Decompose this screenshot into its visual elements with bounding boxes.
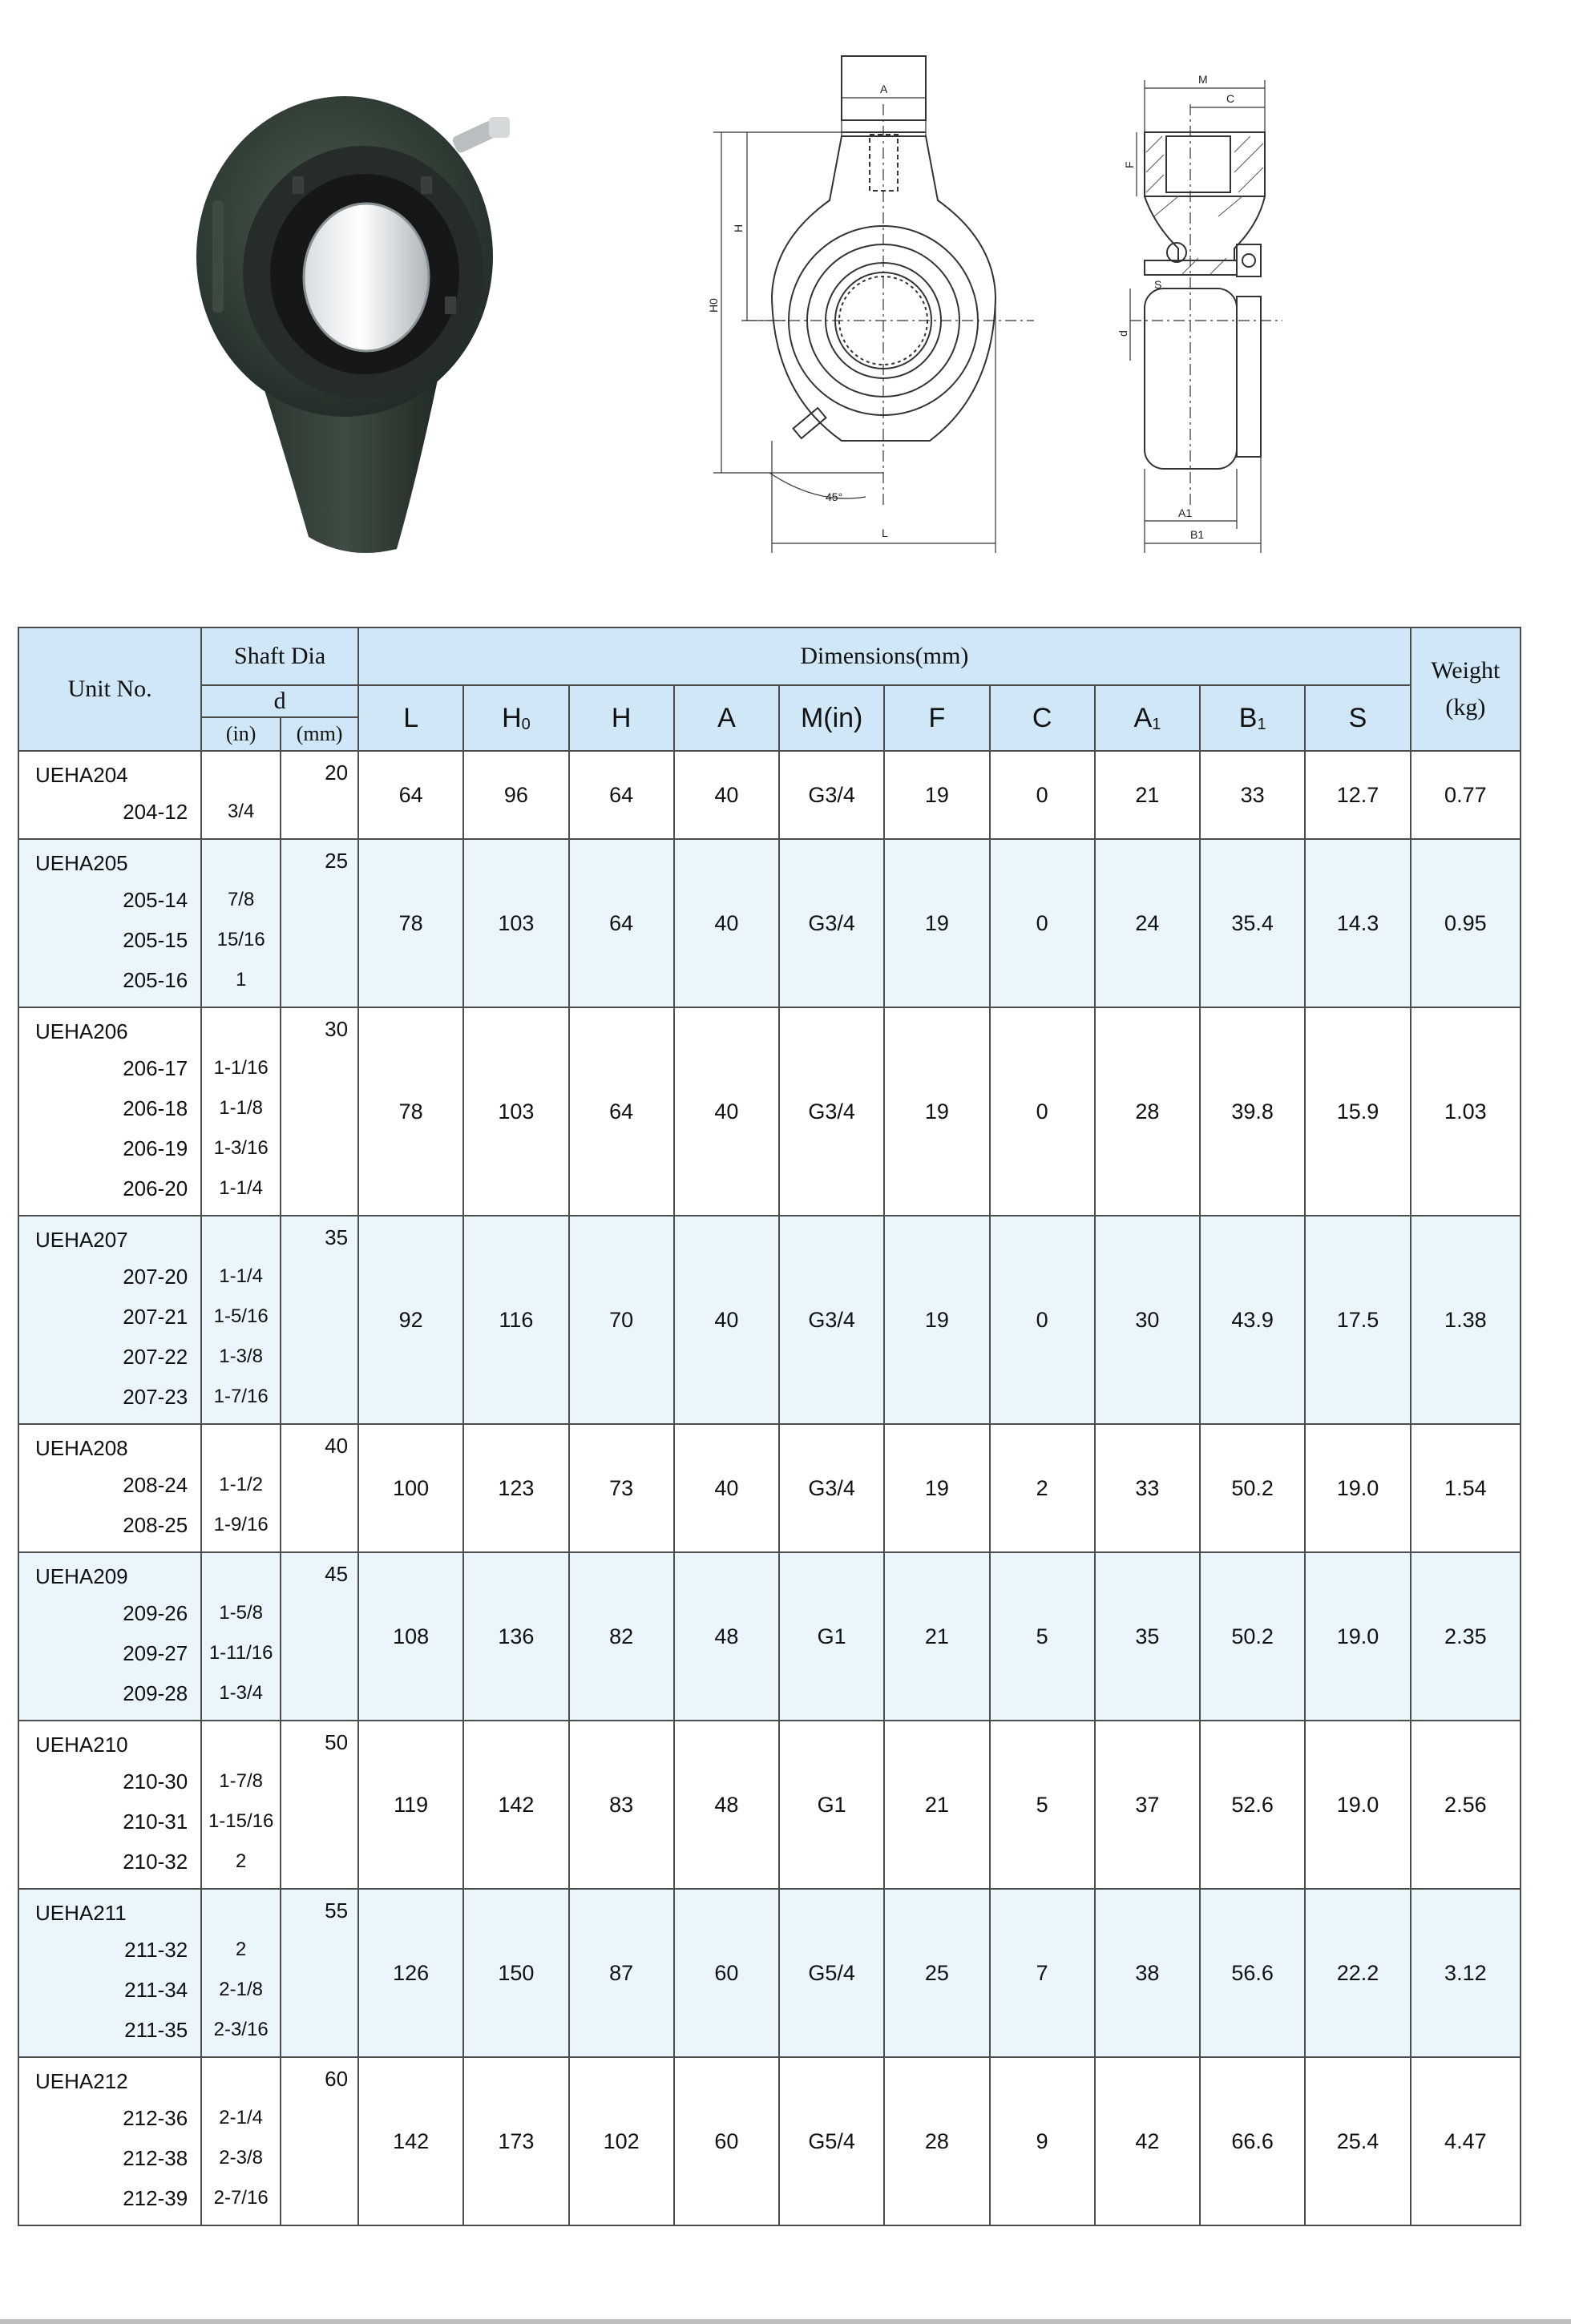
unit-sub-no: 212-39 [123,2186,188,2210]
dim-a-value: 40 [674,751,779,839]
table-row [18,1721,1521,1889]
table-row [18,751,1521,839]
dim-f-value: 28 [884,2057,989,2225]
dim-label-l: L [882,527,888,539]
dim-b1-value: 50.2 [1200,1424,1305,1552]
header-col-s [1305,685,1410,751]
header-unit-no: Unit No. [18,627,201,751]
dim-h0-value: 103 [463,1007,568,1216]
unit-no-cell [18,1216,201,1424]
dim-a-value: 60 [674,2057,779,2225]
shaft-mm-value: 55 [281,1889,358,2057]
header-mm: (mm) [281,717,358,751]
unit-sub-no: 207-22 [123,1345,188,1369]
dim-label-h: H [732,224,745,232]
dim-a1-value: 24 [1095,839,1200,1007]
dim-f-value: 19 [884,839,989,1007]
dim-b1-value: 66.6 [1200,2057,1305,2225]
shaft-in-cell [201,1721,281,1889]
dim-a-value: 60 [674,1889,779,2057]
table-row [18,2057,1521,2225]
dim-h0-value: 116 [463,1216,568,1424]
header-col-h0-sub: 0 [521,715,531,733]
dim-h-value: 83 [569,1721,674,1889]
shaft-in-value: 2-1/4 [219,2107,263,2128]
dim-l-value: 78 [358,1007,463,1216]
table-row [18,1424,1521,1552]
dim-b1-value: 52.6 [1200,1721,1305,1889]
unit-sub-no: 207-23 [123,1385,188,1409]
weight-value: 2.56 [1411,1721,1521,1889]
dim-l-value: 92 [358,1216,463,1424]
dim-f-value: 19 [884,1424,989,1552]
shaft-in-value: 1-1/4 [219,1265,263,1287]
dim-m-value: G3/4 [779,751,884,839]
dim-l-value: 108 [358,1552,463,1721]
header-col-c [990,685,1095,751]
unit-sub-no: 206-18 [123,1096,188,1120]
dim-s-value: 19.0 [1305,1721,1410,1889]
header-col-f [884,685,989,751]
weight-value: 1.03 [1411,1007,1521,1216]
dim-l-value: 142 [358,2057,463,2225]
shaft-in-value: 1-3/16 [213,1137,269,1159]
dim-h-value: 87 [569,1889,674,2057]
dim-m-value: G3/4 [779,1424,884,1552]
dim-b1-value: 50.2 [1200,1552,1305,1721]
shaft-in-value: 1-5/16 [213,1305,269,1327]
shaft-in-cell [201,1216,281,1424]
dim-c-value: 9 [990,2057,1095,2225]
shaft-mm-value: 40 [281,1424,358,1552]
dim-h-value: 102 [569,2057,674,2225]
unit-sub-no: 205-14 [123,888,188,912]
dim-a1-value: 21 [1095,751,1200,839]
dim-h0-value: 173 [463,2057,568,2225]
unit-no: UEHA211 [35,1901,127,1925]
unit-sub-no: 211-32 [124,1938,188,1962]
dim-s-value: 15.9 [1305,1007,1410,1216]
table-row [18,1889,1521,2057]
shaft-in-value: 1-11/16 [208,1642,273,1664]
shaft-in-value: 1-1/2 [219,1474,263,1495]
dim-label-h0: H0 [707,298,720,313]
dim-b1-value: 56.6 [1200,1889,1305,2057]
dim-l-value: 78 [358,839,463,1007]
unit-no-cell [18,2057,201,2225]
header-col-m [779,685,884,751]
header-col-b1-sub: 1 [1257,715,1266,733]
dim-f-value: 19 [884,1007,989,1216]
shaft-in-value: 1-3/4 [219,1682,263,1704]
dim-m-value: G3/4 [779,839,884,1007]
header-col-l [358,685,463,751]
dim-m-value: G3/4 [779,1216,884,1424]
dim-s-value: 19.0 [1305,1424,1410,1552]
header-col-h-sym: H [611,702,632,733]
shaft-in-value: 1-1/16 [213,1057,269,1079]
dim-b1-value: 39.8 [1200,1007,1305,1216]
header-col-b1 [1200,685,1305,751]
unit-sub-no: 209-27 [123,1641,188,1665]
weight-value: 3.12 [1411,1889,1521,2057]
unit-no: UEHA207 [35,1228,128,1252]
dim-b1-value: 43.9 [1200,1216,1305,1424]
dim-h0-value: 103 [463,839,568,1007]
dim-a-value: 40 [674,839,779,1007]
header-weight-label: Weight [1431,657,1500,684]
dim-h-value: 70 [569,1216,674,1424]
dim-l-value: 100 [358,1424,463,1552]
front-view-drawing [697,56,1066,569]
dim-m-value: G1 [779,1721,884,1889]
table-row [18,1552,1521,1721]
unit-no-cell [18,751,201,839]
dim-h0-value: 123 [463,1424,568,1552]
dim-h0-value: 96 [463,751,568,839]
shaft-in-value: 1-7/16 [213,1386,269,1407]
dim-h0-value: 150 [463,1889,568,2057]
dim-label-a: A [880,83,888,95]
header-col-a1-sym: A [1133,702,1153,733]
shaft-in-value: 7/8 [227,889,255,910]
figures-area [0,0,1571,609]
shaft-mm-value: 45 [281,1552,358,1721]
dim-m-value: G3/4 [779,1007,884,1216]
header-dimensions-label: Dimensions(mm) [800,643,969,669]
dim-c-value: 0 [990,839,1095,1007]
product-photo [180,88,533,561]
shaft-in-value: 2-3/8 [219,2147,263,2169]
dim-label-a1: A1 [1178,506,1193,519]
shaft-in-cell [201,751,281,839]
unit-no-cell [18,1007,201,1216]
header-col-c-sym: C [1032,702,1052,733]
table-row [18,839,1521,1007]
weight-value: 1.38 [1411,1216,1521,1424]
unit-no: UEHA206 [35,1019,128,1043]
dim-a1-value: 30 [1095,1216,1200,1424]
shaft-in-value: 1 [235,969,247,991]
shaft-in-cell [201,839,281,1007]
dim-a-value: 48 [674,1721,779,1889]
shaft-in-value: 2-1/8 [219,1979,263,2000]
header-col-a1 [1095,685,1200,751]
shaft-in-value: 2-7/16 [213,2187,269,2209]
unit-sub-no: 209-26 [123,1601,188,1625]
header-shaft-dia: Shaft Dia [201,627,358,685]
unit-sub-no: 208-25 [123,1513,188,1537]
spec-table-wrapper [18,627,1521,2226]
dim-h-value: 64 [569,751,674,839]
shaft-in-value: 1-5/8 [219,1602,263,1624]
weight-value: 2.35 [1411,1552,1521,1721]
dim-s-value: 22.2 [1305,1889,1410,2057]
unit-sub-no: 208-24 [123,1473,188,1497]
shaft-in-cell [201,1889,281,2057]
unit-no: UEHA205 [35,851,128,875]
dim-label-angle: 45° [826,490,843,503]
shaft-in-value: 2-3/16 [213,2019,269,2040]
dim-a1-value: 37 [1095,1721,1200,1889]
header-col-h0-sym: H [502,702,522,733]
unit-sub-no: 212-36 [123,2106,188,2130]
shaft-in-value: 15/16 [216,929,265,950]
shaft-mm-value: 25 [281,839,358,1007]
spec-table [18,627,1521,2226]
dim-h-value: 73 [569,1424,674,1552]
unit-sub-no: 204-12 [123,800,188,824]
unit-sub-no: 210-32 [123,1850,188,1874]
dim-a1-value: 35 [1095,1552,1200,1721]
header-col-s-sym: S [1348,702,1367,733]
header-d: d [201,685,358,717]
unit-no: UEHA204 [35,763,128,787]
header-col-b1-sym: B [1238,702,1258,733]
dim-c-value: 0 [990,751,1095,839]
unit-sub-no: 206-20 [123,1176,188,1200]
unit-sub-no: 210-31 [123,1810,188,1834]
dim-s-value: 25.4 [1305,2057,1410,2225]
unit-sub-no: 209-28 [123,1681,188,1705]
dim-h0-value: 136 [463,1552,568,1721]
unit-no: UEHA212 [35,2069,128,2093]
shaft-in-value: 1-1/4 [219,1177,263,1199]
unit-sub-no: 211-34 [124,1978,188,2002]
unit-no-cell [18,1889,201,2057]
dim-m-value: G5/4 [779,2057,884,2225]
shaft-mm-value: 60 [281,2057,358,2225]
dim-m-value: G1 [779,1552,884,1721]
dim-a-value: 48 [674,1552,779,1721]
dim-l-value: 126 [358,1889,463,2057]
dim-a-value: 40 [674,1007,779,1216]
table-row [18,1216,1521,1424]
dim-s-value: 14.3 [1305,839,1410,1007]
shaft-in-value: 1-9/16 [213,1514,269,1535]
shaft-in-value: 3/4 [227,801,255,822]
header-weight-unit: (kg) [1445,694,1486,720]
header-col-f-sym: F [928,702,946,733]
unit-no-cell [18,1721,201,1889]
dim-label-f: F [1123,161,1136,168]
dim-f-value: 21 [884,1552,989,1721]
shaft-in-value: 1-15/16 [208,1810,274,1832]
dim-label-s: S [1154,278,1162,291]
shaft-in-value: 1-1/8 [219,1097,263,1119]
header-col-a-sym: A [717,702,736,733]
dim-l-value: 64 [358,751,463,839]
header-col-m-sym: M(in) [800,702,863,733]
dim-a1-value: 38 [1095,1889,1200,2057]
page-bottom-rule [0,2319,1571,2324]
dim-h-value: 64 [569,1007,674,1216]
dim-h-value: 82 [569,1552,674,1721]
dim-h-value: 64 [569,839,674,1007]
spec-table-body [18,751,1521,2225]
dim-f-value: 21 [884,1721,989,1889]
dim-c-value: 0 [990,1007,1095,1216]
dim-f-value: 25 [884,1889,989,2057]
unit-no-cell [18,1424,201,1552]
weight-value: 0.77 [1411,751,1521,839]
dim-label-d: d [1117,330,1129,337]
side-view-drawing [1117,56,1306,569]
unit-sub-no: 211-35 [124,2018,188,2042]
shaft-in-value: 2 [235,1850,247,1872]
dim-f-value: 19 [884,1216,989,1424]
unit-no: UEHA208 [35,1436,128,1460]
header-col-h0 [463,685,568,751]
shaft-in-cell [201,1007,281,1216]
header-col-h [569,685,674,751]
shaft-in-cell [201,2057,281,2225]
dim-h0-value: 142 [463,1721,568,1889]
shaft-mm-value: 50 [281,1721,358,1889]
dim-s-value: 19.0 [1305,1552,1410,1721]
header-col-a [674,685,779,751]
unit-no-cell [18,839,201,1007]
dim-c-value: 7 [990,1889,1095,2057]
unit-no-cell [18,1552,201,1721]
shaft-in-value: 1-7/8 [219,1770,263,1792]
header-in: (in) [201,717,281,751]
unit-no: UEHA209 [35,1564,128,1588]
weight-value: 0.95 [1411,839,1521,1007]
dim-f-value: 19 [884,751,989,839]
dim-m-value: G5/4 [779,1889,884,2057]
shaft-in-value: 2 [235,1939,247,1960]
unit-sub-no: 210-30 [123,1769,188,1793]
dim-l-value: 119 [358,1721,463,1889]
dim-s-value: 17.5 [1305,1216,1410,1424]
dim-c-value: 2 [990,1424,1095,1552]
dim-a1-value: 28 [1095,1007,1200,1216]
dim-a-value: 40 [674,1424,779,1552]
shaft-in-value: 1-3/8 [219,1346,263,1367]
shaft-in-cell [201,1424,281,1552]
shaft-mm-value: 35 [281,1216,358,1424]
header-weight [1411,627,1521,751]
table-row [18,1007,1521,1216]
dim-a1-value: 42 [1095,2057,1200,2225]
dim-b1-value: 33 [1200,751,1305,839]
shaft-in-cell [201,1552,281,1721]
dim-c-value: 5 [990,1721,1095,1889]
unit-no: UEHA210 [35,1733,128,1757]
dim-a1-value: 33 [1095,1424,1200,1552]
dim-label-b1: B1 [1190,528,1205,541]
shaft-mm-value: 30 [281,1007,358,1216]
dim-b1-value: 35.4 [1200,839,1305,1007]
dim-s-value: 12.7 [1305,751,1410,839]
weight-value: 1.54 [1411,1424,1521,1552]
unit-sub-no: 205-15 [123,928,188,952]
unit-sub-no: 206-17 [123,1056,188,1080]
unit-sub-no: 205-16 [123,968,188,992]
header-col-a1-sub: 1 [1152,715,1161,733]
dim-a-value: 40 [674,1216,779,1424]
unit-sub-no: 207-21 [123,1305,188,1329]
header-dimensions [358,627,1411,685]
dim-label-c: C [1226,92,1235,105]
dim-c-value: 0 [990,1216,1095,1424]
dim-label-m: M [1198,73,1208,86]
shaft-mm-value: 20 [281,751,358,839]
header-col-l-sym: L [403,702,419,733]
unit-sub-no: 212-38 [123,2146,188,2170]
weight-value: 4.47 [1411,2057,1521,2225]
unit-sub-no: 207-20 [123,1265,188,1289]
dim-c-value: 5 [990,1552,1095,1721]
unit-sub-no: 206-19 [123,1136,188,1160]
